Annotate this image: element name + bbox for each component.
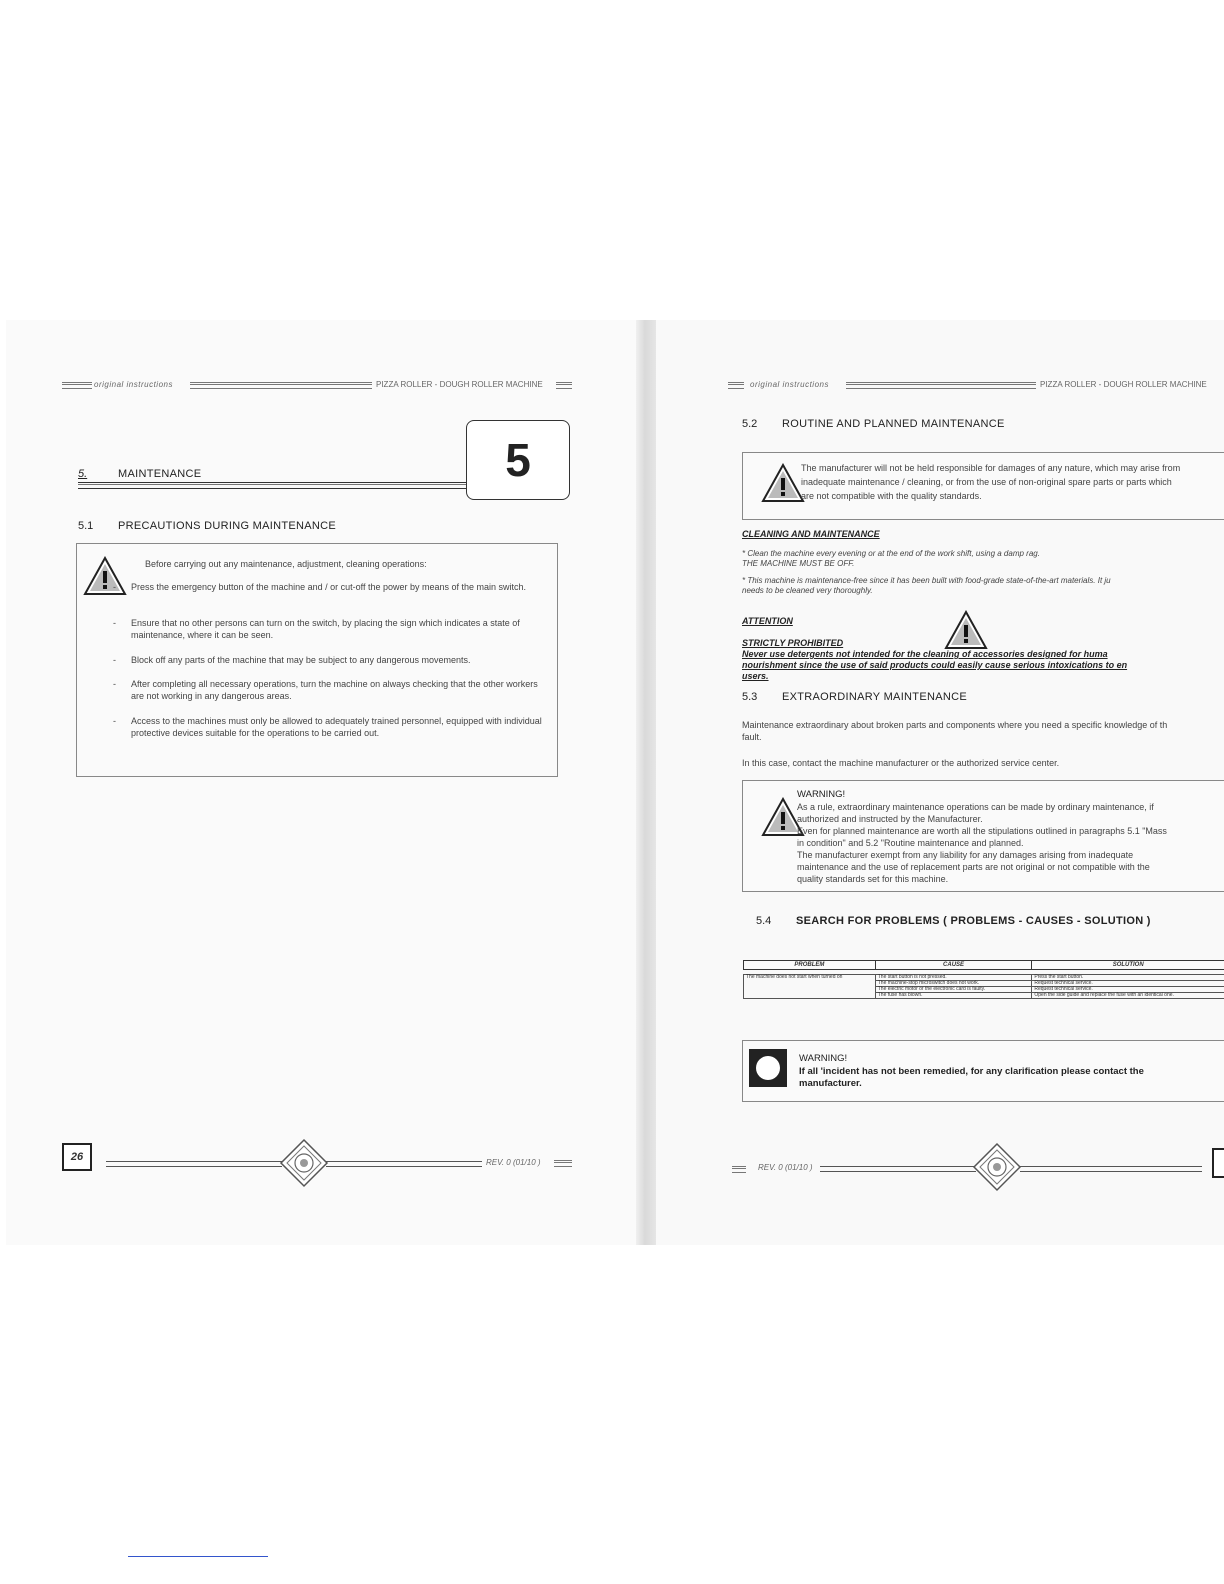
extraordinary-text: fault. <box>742 732 762 742</box>
right-page <box>656 320 1224 1245</box>
footer-rule-left <box>820 1166 976 1172</box>
final-warning-line: If all 'incident has not been remedied, for any clarification please contact the <box>799 1066 1144 1077</box>
chapter-title: MAINTENANCE <box>118 468 202 480</box>
warning-triangle-icon <box>761 463 805 503</box>
warning-title: WARNING! <box>797 789 846 800</box>
section-5-2-title: ROUTINE AND PLANNED MAINTENANCE <box>782 418 1005 430</box>
footer-rule-right <box>1020 1166 1202 1172</box>
warning-line: in condition" and 5.2 "Routine maintenance and planned. <box>797 838 1024 848</box>
cleaning-line: * This machine is maintenance-free since it has been built with food-grade state-of-the-art materials. It ju <box>742 576 1111 585</box>
footer-rule-start <box>732 1166 746 1173</box>
section-5-4-title: SEARCH FOR PROBLEMS ( PROBLEMS - CAUSES - SOLUTION ) <box>796 915 1151 927</box>
table-cell-cause: The electric motor or the electronic card is faulty. <box>875 987 1032 993</box>
chapter-rule <box>78 482 490 489</box>
table-cell-solution: Request technical service. <box>1032 981 1224 987</box>
section-5-4-number: 5.4 <box>756 915 772 927</box>
precaution-item: - Press the emergency button of the machine and / or cut-off the power by means of the main switch. <box>113 582 527 592</box>
prohibited-line: users. <box>742 671 769 681</box>
disclaimer-text: The manufacturer will not be held responsible for damages of any nature, which may arise from inadequate maintenance / cleaning, or from the use of non-original spare parts or parts which are not compatible with the quality standards. <box>801 463 1181 501</box>
section-5-1-heading <box>78 520 336 532</box>
precaution-item: - Access to the machines must only be allowed to adequately trained personnel, equipped with individual protective devices suitable for the operations to be carried out. <box>113 716 542 738</box>
header-rule-mid <box>846 382 1036 389</box>
precautions-box <box>76 543 558 777</box>
table-cell-cause: The machine-stop microswitch does not work. <box>875 981 1032 987</box>
table-cell-problem: The machine does not start when turned on <box>744 975 876 999</box>
precaution-item: - After completing all necessary operations, turn the machine on always checking that the other workers are not working in any dangerous areas. <box>113 679 538 701</box>
section-5-2-heading <box>742 418 1005 430</box>
chapter-heading <box>78 468 201 480</box>
chapter-number-box <box>466 420 570 500</box>
extraordinary-text: Maintenance extraordinary about broken parts and components where you need a specific knowledge of th <box>742 720 1168 730</box>
page-number-box <box>62 1143 92 1171</box>
cleaning-line: needs to be cleaned very thoroughly. <box>742 586 873 595</box>
precaution-item: - Ensure that no other persons can turn on the switch, by placing the sign which indicates a state of maintenance, where it can be seen. <box>113 618 520 640</box>
troubleshooting-table <box>743 960 1224 999</box>
cleaning-line: THE MACHINE MUST BE OFF. <box>742 559 855 568</box>
warning-line: Even for planned maintenance are worth all the stipulations outlined in paragraphs 5.1 "Mass <box>797 826 1167 836</box>
header-right-text: PIZZA ROLLER - DOUGH ROLLER MACHINE <box>1040 380 1207 389</box>
header-rule-end <box>556 382 572 389</box>
page-number-box <box>1212 1148 1224 1178</box>
brand-logo-icon <box>279 1138 329 1188</box>
footer-rule-left <box>106 1161 282 1167</box>
header-right-text: PIZZA ROLLER - DOUGH ROLLER MACHINE <box>376 380 543 389</box>
section-5-3-heading <box>742 691 967 703</box>
header-rule-mid <box>190 382 372 389</box>
warning-line: quality standards set for this machine. <box>797 874 949 884</box>
table-cell-solution: Open the side guide and replace the fuse with an identical one. <box>1032 993 1224 999</box>
final-warning-title: WARNING! <box>799 1053 848 1064</box>
warning-box <box>742 780 1224 892</box>
section-5-4-heading <box>756 915 1151 927</box>
warning-triangle-icon <box>944 610 988 650</box>
cleaning-heading: CLEANING AND MAINTENANCE <box>742 529 880 539</box>
section-5-1-title: PRECAUTIONS DURING MAINTENANCE <box>118 520 337 532</box>
left-page <box>6 320 636 1245</box>
warning-body <box>797 801 1224 885</box>
extraordinary-text: In this case, contact the machine manufacturer or the authorized service center. <box>742 758 1060 768</box>
disclaimer-box <box>742 452 1224 520</box>
header-left-text: original instructions <box>94 380 173 389</box>
brand-logo-icon <box>972 1142 1022 1192</box>
stray-blue-line <box>128 1556 268 1557</box>
stop-sign-icon <box>749 1049 787 1087</box>
section-5-3-number: 5.3 <box>742 691 758 703</box>
chapter-label: 5. <box>78 468 88 480</box>
cleaning-line: * Clean the machine every evening or at the end of the work shift, using a damp rag. <box>742 549 1040 558</box>
table-header-row <box>744 961 1224 970</box>
header-left-text: original instructions <box>750 380 829 389</box>
warning-line: As a rule, extraordinary maintenance operations can be made by ordinary maintenance, if <box>797 802 1154 812</box>
header-rule-left <box>62 382 92 389</box>
left-revision: REV. 0 (01/10 ) <box>486 1158 541 1167</box>
warning-line: authorized and instructed by the Manufacturer. <box>797 814 983 824</box>
table-header: PROBLEM <box>744 961 876 970</box>
section-5-2-number: 5.2 <box>742 418 758 430</box>
prohibited-line: nourishment since the use of said products could easily cause serious intoxications to en <box>742 660 1128 670</box>
precautions-intro: Before carrying out any maintenance, adjustment, cleaning operations: <box>145 559 427 569</box>
warning-line: The manufacturer exempt from any liability for any damages arising from inadequate <box>797 850 1134 860</box>
page-number: 26 <box>70 1151 84 1163</box>
manual-spread <box>6 320 1224 1245</box>
table-cell-solution: Request technical service. <box>1032 987 1224 993</box>
table-header: CAUSE <box>875 961 1032 970</box>
header-rule-left <box>728 382 744 389</box>
footer-rule-right <box>326 1161 482 1167</box>
table-header: SOLUTION <box>1032 961 1224 970</box>
table-cell-cause: The start button is not pressed. <box>875 975 1032 981</box>
table-cell-solution: Press the start button. <box>1032 975 1224 981</box>
footer-rule-end <box>554 1160 572 1167</box>
final-warning-line: manufacturer. <box>799 1078 862 1089</box>
page-gutter <box>636 320 656 1245</box>
precaution-item: - Block off any parts of the machine that may be subject to any dangerous movements. <box>113 655 471 665</box>
chapter-number: 5 <box>505 434 531 486</box>
final-warning-box <box>742 1040 1224 1102</box>
warning-line: maintenance and the use of replacement parts are not original or not compatible with the <box>797 862 1150 872</box>
prohibited-line: Never use detergents not intended for the cleaning of accessories designed for huma <box>742 649 1108 659</box>
table-cell-cause: The fuse has blown. <box>875 993 1032 999</box>
prohibited-label: STRICTLY PROHIBITED <box>742 638 844 648</box>
section-5-1-number: 5.1 <box>78 520 94 532</box>
warning-triangle-icon <box>83 556 127 596</box>
section-5-3-title: EXTRAORDINARY MAINTENANCE <box>782 691 967 703</box>
right-revision: REV. 0 (01/10 ) <box>758 1163 813 1172</box>
attention-label: ATTENTION <box>742 616 793 626</box>
